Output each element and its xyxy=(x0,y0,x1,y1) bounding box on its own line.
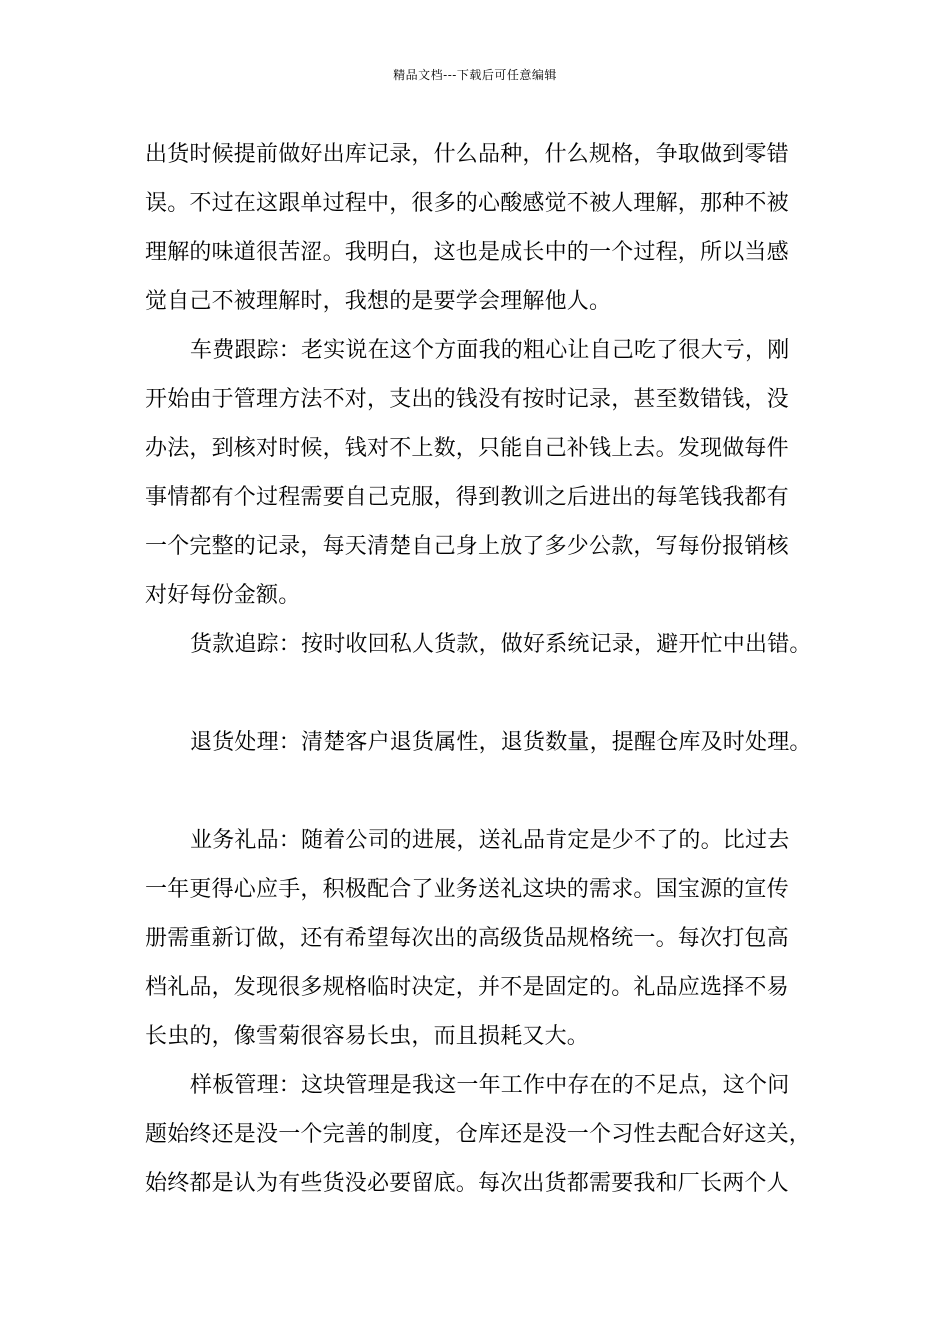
paragraph-start-line: 货款追踪：按时收回私人货款，做好系统记录，避开忙中出错。 xyxy=(190,632,812,657)
text-line: 题始终还是没一个完善的制度，仓库还是没一个习性去配合好这关， xyxy=(145,1122,812,1147)
text-line: 误。不过在这跟单过程中，很多的心酸感觉不被人理解，那种不被 xyxy=(145,191,789,216)
text-line: 档礼品，发现很多规格临时决定，并不是固定的。礼品应选择不易 xyxy=(145,975,789,1000)
text-line: 一年更得心应手，积极配合了业务送礼这块的需求。国宝源的宣传 xyxy=(145,877,789,902)
paragraph-gap xyxy=(145,669,820,718)
paragraph-gap xyxy=(145,767,820,816)
page-header: 精品文档---下载后可任意编辑 xyxy=(393,68,557,82)
text-line: 理解的味道很苦涩。我明白，这也是成长中的一个过程，所以当感 xyxy=(145,240,789,265)
text-line: 对好每份金额。 xyxy=(145,583,301,608)
text-line: 一个完整的记录，每天清楚自己身上放了多少公款，写每份报销核 xyxy=(145,534,789,559)
text-line: 出货时候提前做好出库记录，什么品种，什么规格，争取做到零错 xyxy=(145,142,789,167)
paragraph-start-line: 退货处理：清楚客户退货属性，退货数量，提醒仓库及时处理。 xyxy=(190,730,812,755)
text-line: 长虫的，像雪菊很容易长虫，而且损耗又大。 xyxy=(145,1024,590,1049)
paragraph-start-line: 车费跟踪：老实说在这个方面我的粗心让自己吃了很大亏，刚 xyxy=(190,338,790,363)
text-line: 事情都有个过程需要自己克服，得到教训之后进出的每笔钱我都有 xyxy=(145,485,789,510)
text-line: 觉自己不被理解时，我想的是要学会理解他人。 xyxy=(145,289,612,314)
paragraph-start-line: 业务礼品：随着公司的进展，送礼品肯定是少不了的。比过去 xyxy=(190,828,790,853)
text-line: 始终都是认为有些货没必要留底。每次出货都需要我和厂长两个人 xyxy=(145,1171,789,1196)
document-body xyxy=(145,130,820,1208)
text-line: 办法，到核对时候，钱对不上数，只能自己补钱上去。发现做每件 xyxy=(145,436,789,461)
paragraph-start-line: 样板管理：这块管理是我这一年工作中存在的不足点，这个问 xyxy=(190,1073,790,1098)
text-line: 册需重新订做，还有希望每次出的高级货品规格统一。每次打包高 xyxy=(145,926,789,951)
text-line: 开始由于管理方法不对，支出的钱没有按时记录，甚至数错钱，没 xyxy=(145,387,789,412)
